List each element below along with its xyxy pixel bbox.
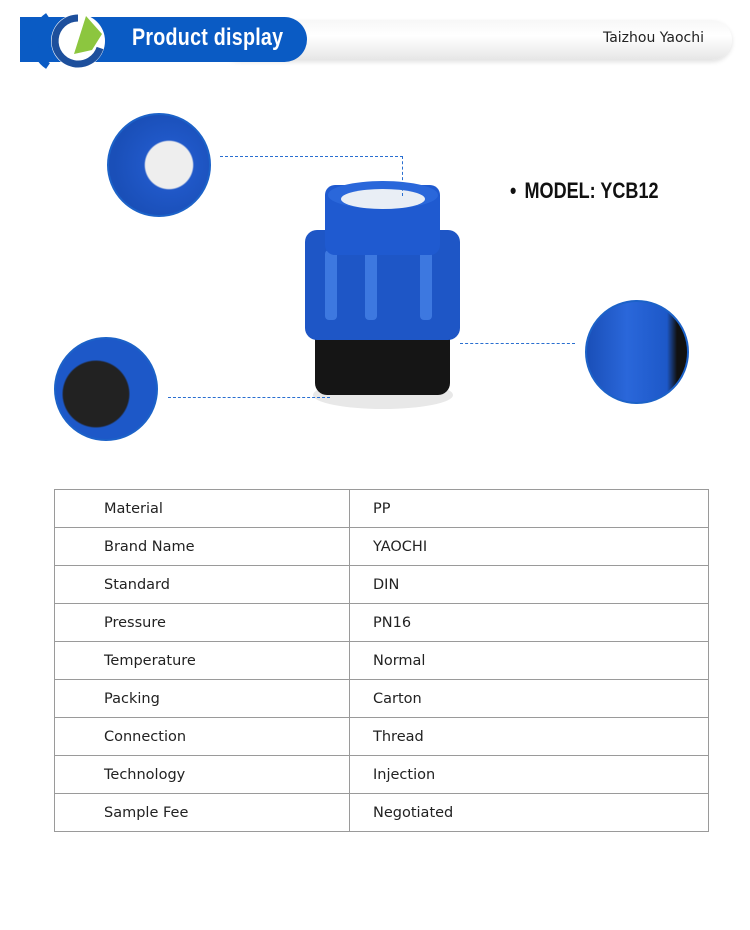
spec-key: Sample Fee [55,794,350,832]
spec-value: Thread [350,718,709,756]
table-row [55,642,709,680]
page-title: Product display [132,24,284,51]
model-label: • MODEL: YCB12 [510,178,659,204]
product-image-pipe-cap [295,175,470,415]
pointer-line [402,156,403,196]
table-row [55,490,709,528]
spec-key: Packing [55,680,350,718]
spec-key: Connection [55,718,350,756]
spec-key: Material [55,490,350,528]
table-row [55,566,709,604]
pointer-line [220,156,403,157]
spec-value: YAOCHI [350,528,709,566]
spec-key: Technology [55,756,350,794]
table-row [55,604,709,642]
spec-key: Standard [55,566,350,604]
spec-value: PP [350,490,709,528]
pointer-line [460,343,575,344]
spec-value: Negotiated [350,794,709,832]
detail-black-cap-view [54,337,158,441]
spec-key: Pressure [55,604,350,642]
pointer-line [168,397,330,398]
table-row [55,756,709,794]
table-row [55,528,709,566]
spec-value: DIN [350,566,709,604]
detail-ribbed-body-view [585,300,689,404]
company-logo [30,8,110,74]
spec-value: PN16 [350,604,709,642]
spec-table [54,489,709,832]
spec-key: Brand Name [55,528,350,566]
table-row [55,794,709,832]
spec-key: Temperature [55,642,350,680]
table-row [55,718,709,756]
detail-thread-view [107,113,211,217]
company-name: Taizhou Yaochi [602,30,704,46]
spec-value: Carton [350,680,709,718]
spec-value: Normal [350,642,709,680]
spec-value: Injection [350,756,709,794]
table-row [55,680,709,718]
